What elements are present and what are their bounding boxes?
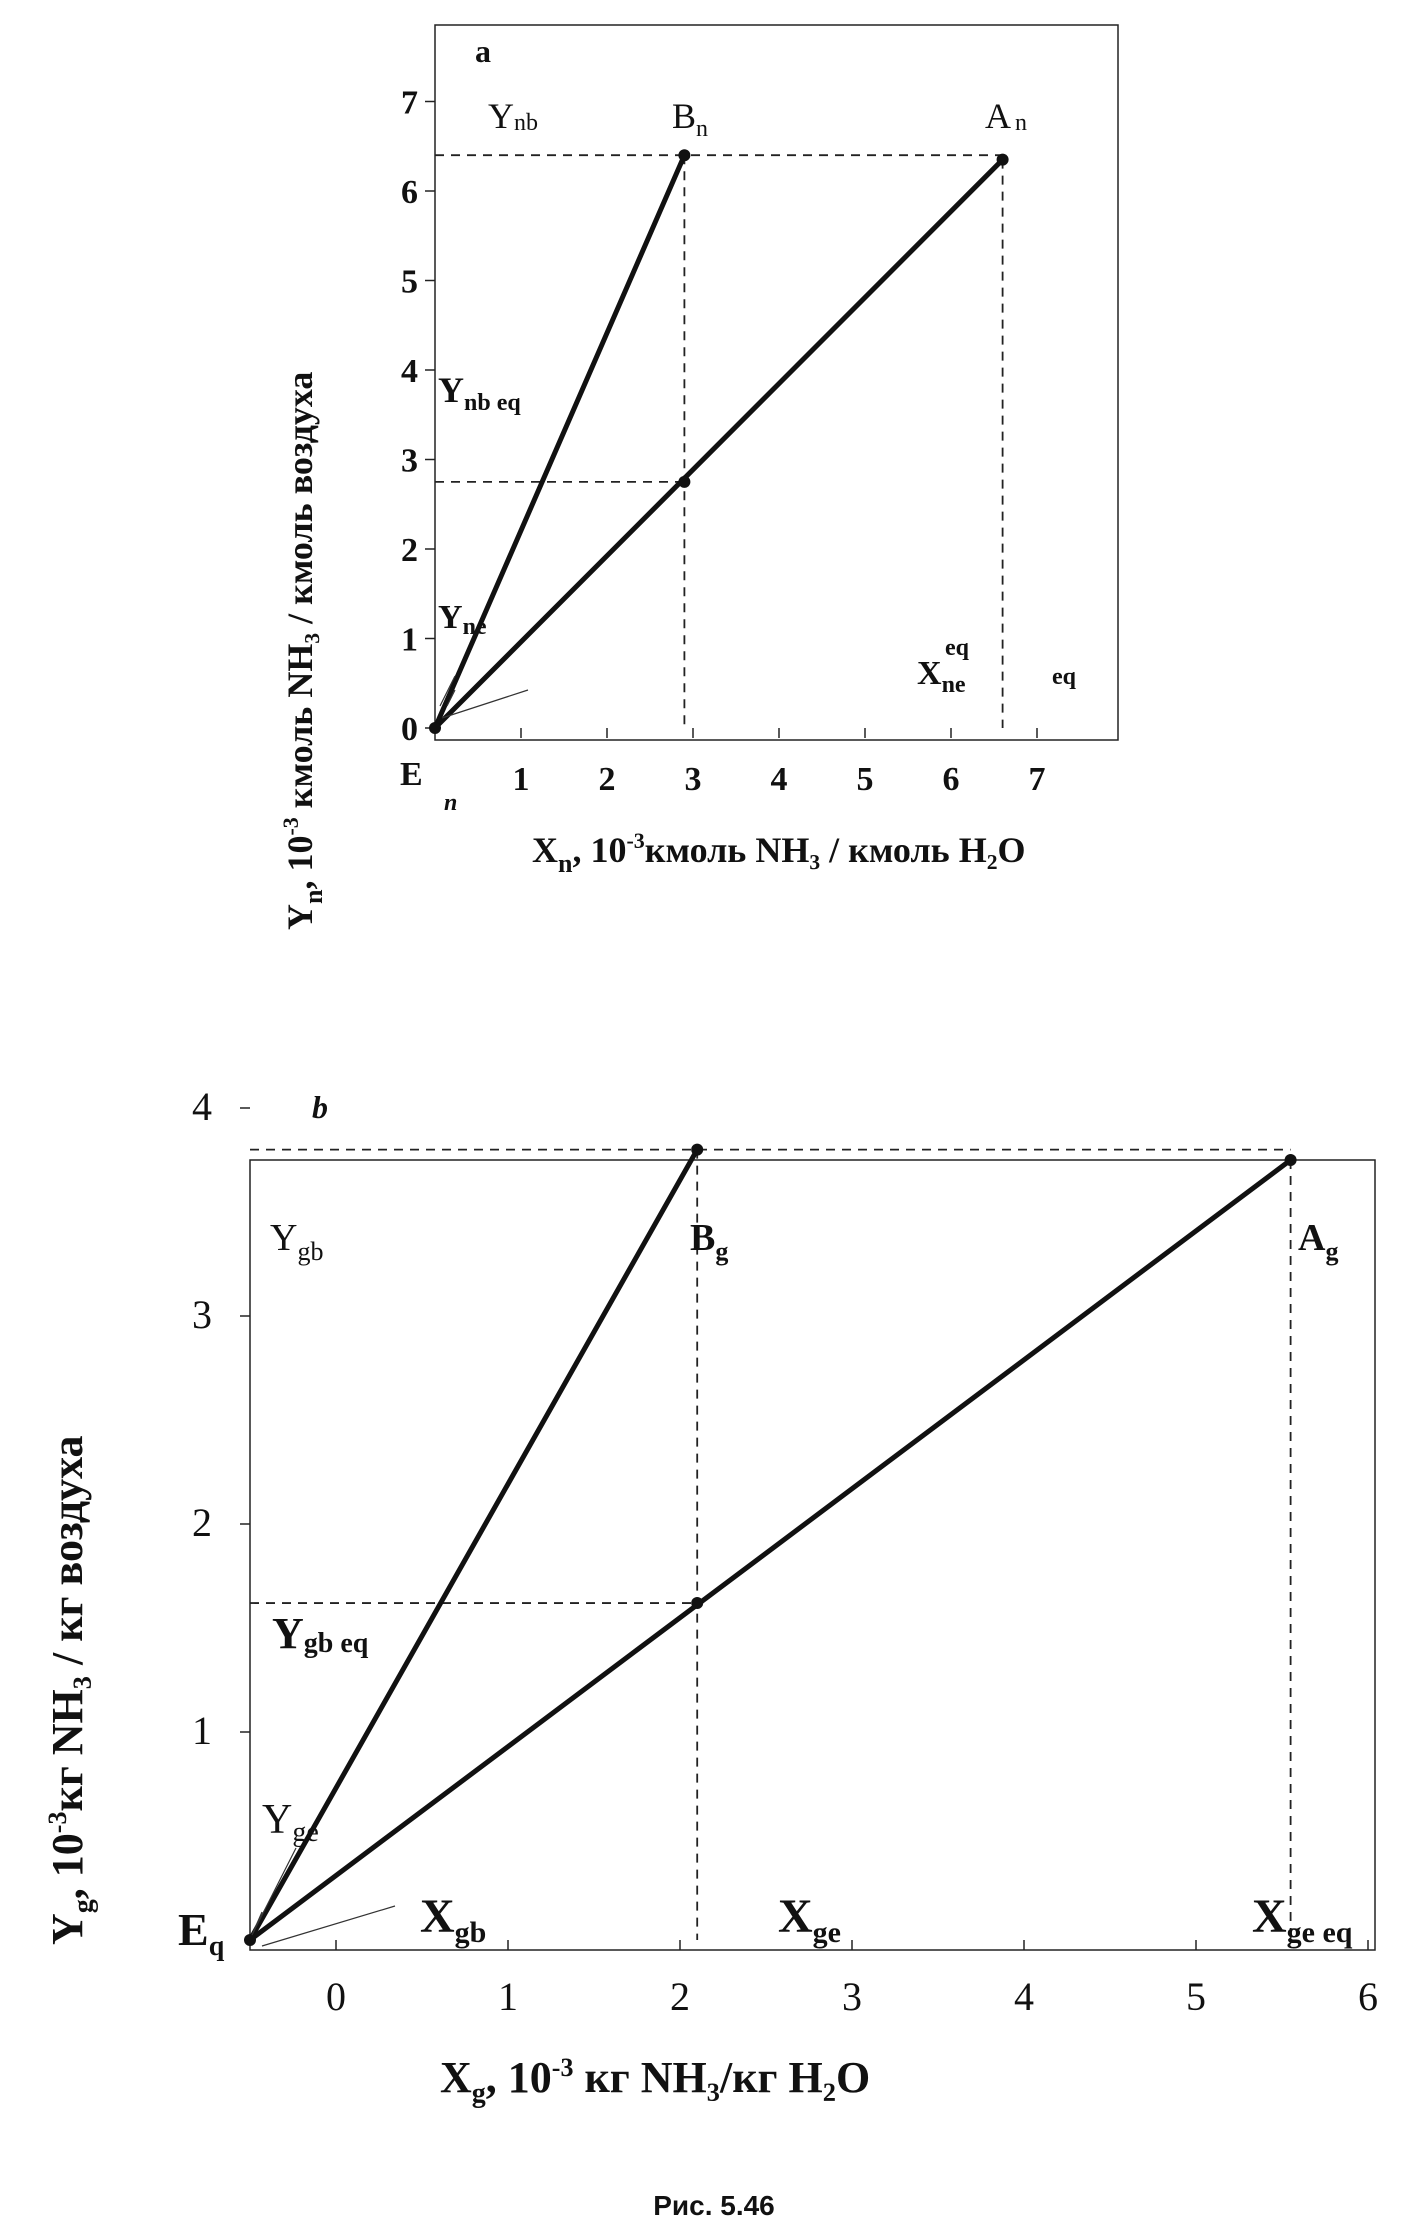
panel-a-x-tick-label: 5 — [856, 761, 874, 798]
panel-a-y-tick-label: 7 — [401, 84, 418, 122]
panel-a-x-tick-label: 2 — [598, 761, 616, 798]
panel-b-x-tick-label: 0 — [326, 1974, 346, 2019]
panel-a-y-tick-label: 6 — [401, 174, 418, 211]
panel-b-y-tick-label: 4 — [192, 1084, 212, 1129]
panel-b-y-tick-label: 1 — [192, 1708, 212, 1753]
panel-b — [43, 1084, 1378, 2109]
panel-b-x-tick-label: 5 — [1186, 1974, 1206, 2019]
panel-a-series-line-equilibrium — [435, 160, 1003, 728]
origin-label-en: E — [400, 756, 423, 793]
panel-a-letter: a — [475, 33, 491, 69]
panel-b-plot-frame — [250, 1160, 1375, 1950]
panel-b-y-axis-label: $Y_g$, $10^{-3}кг$ NH₃ / кг воздуха — [43, 1435, 99, 1945]
annotation-xne-sup: eq — [945, 635, 969, 661]
panel-a-y-tick-label: 1 — [401, 621, 418, 659]
annotation-xgeeq: $X_{ge eq}$ — [1252, 1890, 1353, 1949]
panel-a-x-axis-label: $X_n$, $10^{-3}кмоль$ NH₃ / кмоль H₂O — [532, 828, 1026, 878]
panel-a-point-a — [997, 154, 1009, 166]
annotation-ygb: $Y_{gb}$ — [270, 1217, 324, 1266]
panel-a-y-tick-label: 5 — [401, 263, 418, 301]
origin-label-eq: $E_q$ — [178, 1904, 225, 1962]
panel-b-letter: b — [312, 1089, 328, 1125]
annotation-ygbeq: Ygb eq — [272, 1609, 369, 1659]
annotation-eq: eq — [1052, 664, 1076, 690]
point-label-an: An — [985, 96, 1027, 136]
panel-b-y-tick-label: 3 — [192, 1292, 212, 1337]
panel-a-y-tick-label: 0 — [401, 711, 418, 748]
panel-a-x-tick-label: 4 — [770, 761, 788, 798]
panel-a-y-axis-label: $Y_n$, $10^{-3}$ кмоль NH₃ / кмоль воздуха — [278, 371, 328, 930]
origin-label-en-sub: n — [444, 790, 458, 816]
panel-b-y-tick-label: 2 — [192, 1500, 212, 1545]
panel-b-series-line-equilibrium — [250, 1160, 1291, 1940]
panel-b-point-e — [244, 1934, 256, 1946]
panel-a-point-e — [429, 722, 441, 734]
annotation-xgb: $X_{gb}$ — [420, 1890, 487, 1949]
panel-a-point-b — [678, 149, 690, 161]
panel-b-x-tick-label: 4 — [1014, 1974, 1034, 2019]
panel-b-x-tick-label: 3 — [842, 1974, 862, 2019]
panel-a-x-tick-label: 1 — [512, 761, 530, 798]
point-label-ag: $A_g$ — [1298, 1217, 1339, 1266]
panel-b-point-b — [691, 1144, 703, 1156]
figure-caption: Рис. 5.46 — [653, 2190, 775, 2221]
panel-b-x-tick-label: 1 — [498, 1974, 518, 2019]
panel-a-x-tick-label: 7 — [1028, 761, 1046, 798]
panel-a — [278, 25, 1118, 930]
annotation-ynb: Ynb — [488, 96, 538, 136]
annotation-yge: Yge — [262, 1797, 319, 1848]
annotation-ynbeq: $Y_{nb eq}$ — [438, 370, 521, 416]
panel-a-x-tick-label: 3 — [684, 761, 702, 798]
panel-b-ticks — [192, 1084, 1378, 2019]
panel-a-point-intersection — [678, 476, 690, 488]
panel-b-series — [250, 1150, 1291, 1940]
point-label-bg: $B_g$ — [690, 1217, 729, 1266]
panel-b-point-a — [1285, 1154, 1297, 1166]
panel-a-y-tick-label: 4 — [401, 353, 418, 390]
panel-a-y-tick-label: 3 — [401, 442, 418, 480]
panel-a-series — [435, 155, 1003, 728]
annotation-yne: Yne — [438, 599, 487, 640]
panel-b-x-axis-label: $X_g$, $10^{-3}$ кг NH₃/кг H₂O — [440, 2053, 871, 2109]
panel-b-x-tick-label: 6 — [1358, 1974, 1378, 2019]
annotation-xne: $X_{ne}$ — [917, 655, 966, 698]
annotation-xge: $X_{ge}$ — [778, 1890, 841, 1949]
point-label-bn: $B_n$ — [672, 96, 709, 142]
panel-b-point-intersection — [691, 1597, 703, 1609]
panel-a-y-tick-label: 2 — [401, 532, 418, 569]
panel-a-x-tick-label: 6 — [942, 761, 960, 798]
panel-b-x-tick-label: 2 — [670, 1974, 690, 2019]
panel-a-series-line-operating — [435, 155, 684, 728]
